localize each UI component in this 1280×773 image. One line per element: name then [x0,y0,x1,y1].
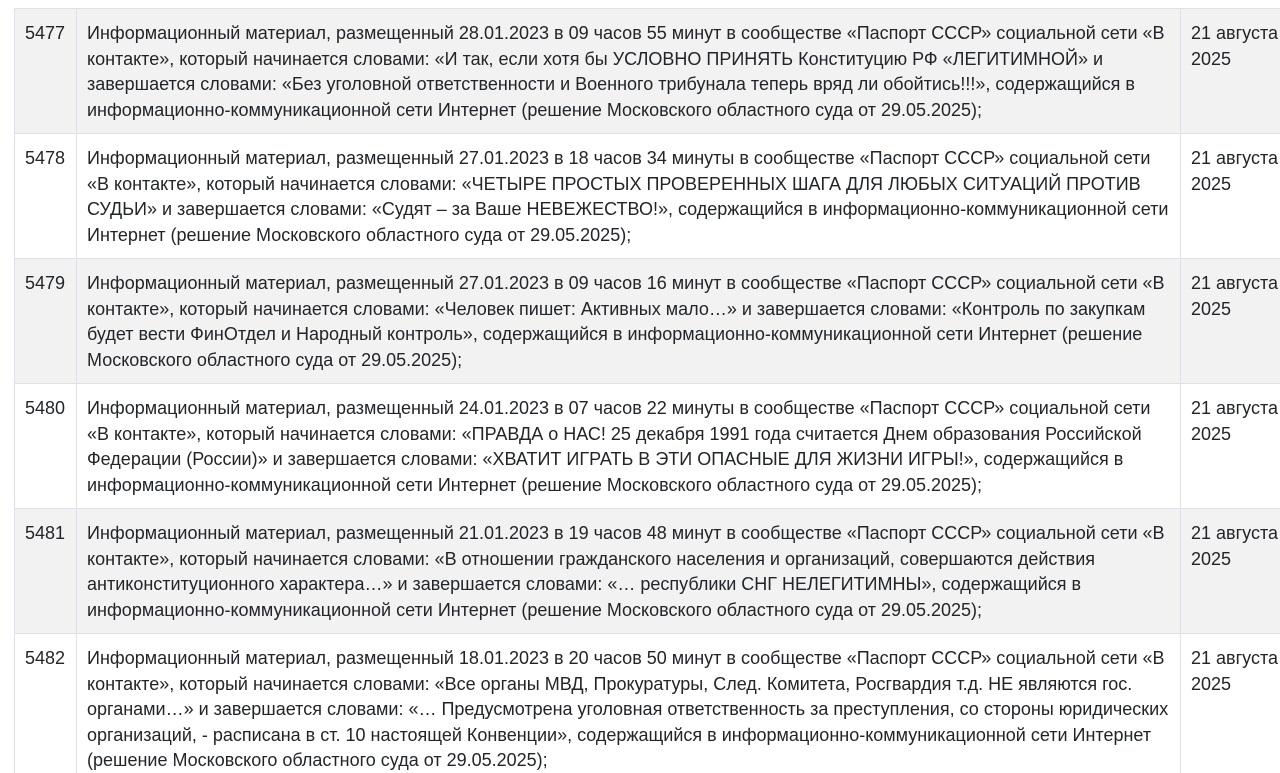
table-row [15,509,1280,634]
table-row [15,134,1280,259]
entry-date: 21 августа 2025 [1181,384,1280,509]
entry-date: 21 августа 2025 [1181,259,1280,384]
extremist-materials-table [14,8,1280,773]
entry-description: Информационный материал, размещенный 18.01.2023 в 20 часов 50 минут в сообществе «Паспорт СССР» социальной сети «В контакте», который начинается словами: «Все органы МВД, Прокуратуры, След. Комитета, Росгвардия т.д. НЕ являются гос. органами…» и завершается словами: «… Предусмотрена уголовная ответственность за преступления, со стороны юридических организаций, - расписана в ст. 10 настоящей Конвенции», содержащийся в информационно-коммуникационной сети Интернет (решение Московского областного суда от 29.05.2025); [77,634,1181,773]
table-row [15,259,1280,384]
entry-number: 5482 [15,634,77,773]
entry-number: 5481 [15,509,77,634]
table-row [15,634,1280,773]
entry-number: 5479 [15,259,77,384]
entry-number: 5477 [15,9,77,134]
entry-description: Информационный материал, размещенный 27.01.2023 в 18 часов 34 минуты в сообществе «Паспорт СССР» социальной сети «В контакте», который начинается словами: «ЧЕТЫРЕ ПРОСТЫХ ПРОВЕРЕННЫХ ШАГА ДЛЯ ЛЮБЫХ СИТУАЦИЙ ПРОТИВ СУДЬИ» и завершается словами: «Судят – за Ваше НЕВЕЖЕСТВО!», содержащийся в информационно-коммуникационной сети Интернет (решение Московского областного суда от 29.05.2025); [77,134,1181,259]
entry-description: Информационный материал, размещенный 27.01.2023 в 09 часов 16 минут в сообществе «Паспорт СССР» социальной сети «В контакте», который начинается словами: «Человек пишет: Активных мало…» и завершается словами: «Контроль по закупкам будет вести ФинОтдел и Народный контроль», содержащийся в информационно-коммуникационной сети Интернет (решение Московского областного суда от 29.05.2025); [77,259,1181,384]
entry-description: Информационный материал, размещенный 21.01.2023 в 19 часов 48 минут в сообществе «Паспорт СССР» социальной сети «В контакте», который начинается словами: «В отношении гражданского населения и организаций, совершаются действия антиконституционного характера…» и завершается словами: «… республики СНГ НЕЛЕГИТИМНЫ», содержащийся в информационно-коммуникационной сети Интернет (решение Московского областного суда от 29.05.2025); [77,509,1181,634]
entry-description: Информационный материал, размещенный 24.01.2023 в 07 часов 22 минуты в сообществе «Паспорт СССР» социальной сети «В контакте», который начинается словами: «ПРАВДА о НАС! 25 декабря 1991 года считается Днем образования Российской Федерации (России)» и завершается словами: «ХВАТИТ ИГРАТЬ В ЭТИ ОПАСНЫЕ ДЛЯ ЖИЗНИ ИГРЫ!», содержащийся в информационно-коммуникационной сети Интернет (решение Московского областного суда от 29.05.2025); [77,384,1181,509]
entry-number: 5478 [15,134,77,259]
entry-number: 5480 [15,384,77,509]
entry-date: 21 августа 2025 [1181,509,1280,634]
entry-description: Информационный материал, размещенный 28.01.2023 в 09 часов 55 минут в сообществе «Паспорт СССР» социальной сети «В контакте», который начинается словами: «И так, если хотя бы УСЛОВНО ПРИНЯТЬ Конституцию РФ «ЛЕГИТИМНОЙ» и завершается словами: «Без уголовной ответственности и Военного трибунала теперь вряд ли обойтись!!!», содержащийся в информационно-коммуникационной сети Интернет (решение Московского областного суда от 29.05.2025); [77,9,1181,134]
table-row [15,384,1280,509]
entry-date: 21 августа 2025 [1181,634,1280,773]
entry-date: 21 августа 2025 [1181,134,1280,259]
table-row [15,9,1280,134]
entry-date: 21 августа 2025 [1181,9,1280,134]
